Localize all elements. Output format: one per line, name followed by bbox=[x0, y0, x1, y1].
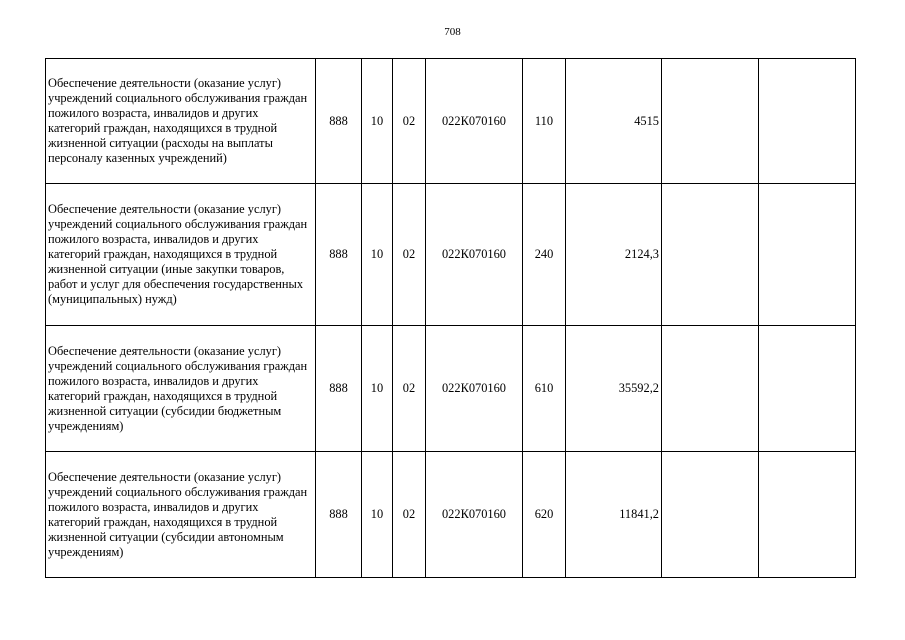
table-row bbox=[46, 326, 856, 452]
target-article-code: 022К070160 bbox=[426, 452, 523, 578]
section-code: 10 bbox=[362, 326, 393, 452]
row-description: Обеспечение деятельности (оказание услуг) учреждений социального обслуживания граждан пожилого возраста, инвалидов и других категорий граждан, находящихся в трудной жизненной ситуации (расходы на выплаты персоналу казенных учреждений) bbox=[46, 59, 316, 184]
amount-cell: 35592,2 bbox=[566, 326, 662, 452]
expense-type-code: 110 bbox=[523, 59, 566, 184]
row-description: Обеспечение деятельности (оказание услуг) учреждений социального обслуживания граждан пожилого возраста, инвалидов и других категорий граждан, находящихся в трудной жизненной ситуации (субсидии бюджетным учреждениям) bbox=[46, 326, 316, 452]
amount-cell: 2124,3 bbox=[566, 184, 662, 326]
empty-cell bbox=[662, 184, 759, 326]
empty-cell bbox=[759, 452, 856, 578]
empty-cell bbox=[759, 59, 856, 184]
amount-cell: 11841,2 bbox=[566, 452, 662, 578]
empty-cell bbox=[759, 326, 856, 452]
subsection-code: 02 bbox=[393, 184, 426, 326]
subsection-code: 02 bbox=[393, 59, 426, 184]
page-number: 708 bbox=[444, 26, 461, 38]
section-code: 10 bbox=[362, 184, 393, 326]
amount-cell: 4515 bbox=[566, 59, 662, 184]
ministry-code: 888 bbox=[316, 452, 362, 578]
section-code: 10 bbox=[362, 59, 393, 184]
target-article-code: 022К070160 bbox=[426, 326, 523, 452]
subsection-code: 02 bbox=[393, 452, 426, 578]
empty-cell bbox=[662, 59, 759, 184]
ministry-code: 888 bbox=[316, 184, 362, 326]
table-row bbox=[46, 59, 856, 184]
table-row bbox=[46, 184, 856, 326]
expense-type-code: 240 bbox=[523, 184, 566, 326]
section-code: 10 bbox=[362, 452, 393, 578]
ministry-code: 888 bbox=[316, 326, 362, 452]
row-description: Обеспечение деятельности (оказание услуг) учреждений социального обслуживания граждан пожилого возраста, инвалидов и других категорий граждан, находящихся в трудной жизненной ситуации (иные закупки товаров, работ и услуг для обеспечения государственных (муниципальных) нужд) bbox=[46, 184, 316, 326]
empty-cell bbox=[662, 326, 759, 452]
empty-cell bbox=[662, 452, 759, 578]
row-description: Обеспечение деятельности (оказание услуг) учреждений социального обслуживания граждан пожилого возраста, инвалидов и других категорий граждан, находящихся в трудной жизненной ситуации (субсидии автономным учреждениям) bbox=[46, 452, 316, 578]
expense-type-code: 610 bbox=[523, 326, 566, 452]
target-article-code: 022К070160 bbox=[426, 184, 523, 326]
target-article-code: 022К070160 bbox=[426, 59, 523, 184]
table-row bbox=[46, 452, 856, 578]
subsection-code: 02 bbox=[393, 326, 426, 452]
ministry-code: 888 bbox=[316, 59, 362, 184]
empty-cell bbox=[759, 184, 856, 326]
expense-type-code: 620 bbox=[523, 452, 566, 578]
budget-table bbox=[45, 58, 856, 578]
